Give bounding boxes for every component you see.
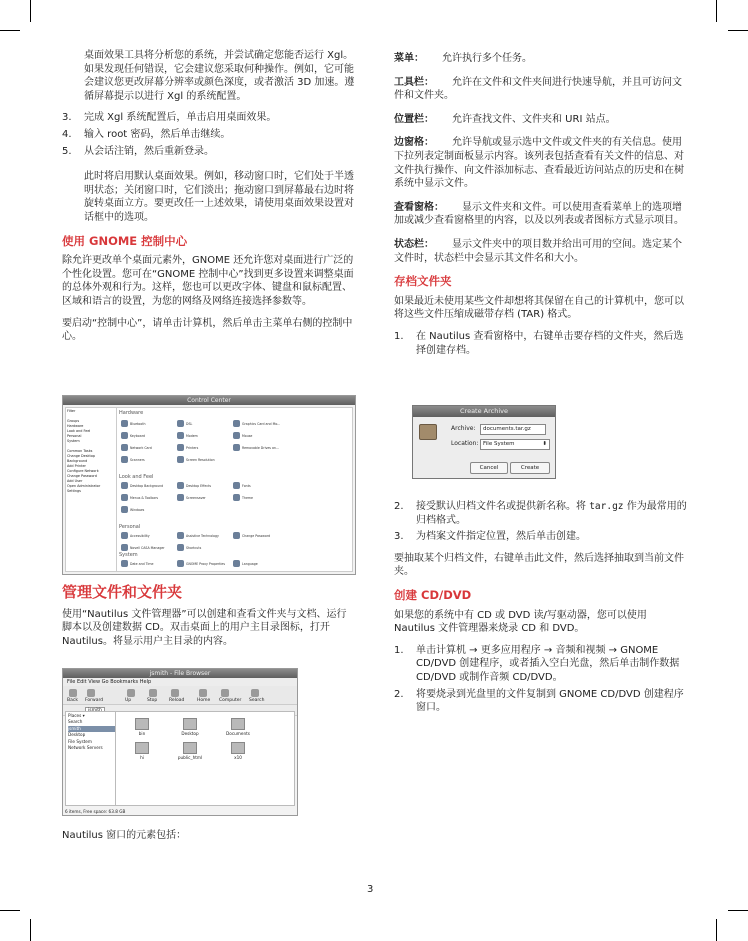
section-heading: 管理文件和文件夹 xyxy=(62,583,183,601)
term-label: 位置栏： xyxy=(394,113,434,125)
section-label: Look and Feel xyxy=(119,474,154,480)
sidebar-item[interactable]: Look and Feel xyxy=(67,429,91,433)
place-item[interactable]: jsmith xyxy=(68,726,116,732)
list-item: 5. 从会话注销，然后重新登录。 xyxy=(62,145,214,157)
applet-icon xyxy=(177,494,184,501)
crop-mark xyxy=(716,919,717,941)
section-label: System xyxy=(119,552,138,558)
control-center-item[interactable]: DSL xyxy=(177,420,227,427)
control-center-item[interactable]: Scanners xyxy=(121,456,171,463)
sidebar-item[interactable]: Filter xyxy=(67,409,76,413)
control-center-item[interactable]: Screen Resolution xyxy=(177,456,227,463)
toolbar-button[interactable]: Forward xyxy=(85,698,104,703)
applet-icon xyxy=(121,494,128,501)
chevron-down-icon: ⬍ xyxy=(542,441,547,447)
toolbar-icon xyxy=(171,689,179,697)
sidebar-item[interactable]: Open Administrator Settings xyxy=(67,484,101,493)
window-title: Control Center xyxy=(63,396,355,405)
archive-name-input[interactable]: documents.tar.gz xyxy=(480,424,546,435)
definition-item xyxy=(394,113,688,127)
applet-icon xyxy=(121,560,128,567)
applet-icon xyxy=(177,420,184,427)
paragraph: 此时将启用默认桌面效果。例如，移动窗口时，它们处于半透明状态；关闭窗口时，它们淡出；拖动窗口到屏幕最右边时将旋转桌面立方。要更改任一上述效果，请使用桌面效果设置对话框中的选项。 xyxy=(84,171,354,223)
control-center-item[interactable]: Accessibility xyxy=(121,532,171,539)
toolbar-button[interactable]: Stop xyxy=(147,698,158,703)
applet-icon xyxy=(233,560,240,567)
definition-item xyxy=(394,76,688,103)
sidebar-item[interactable]: Configure Network xyxy=(67,469,99,473)
applet-icon xyxy=(233,532,240,539)
term-label: 边窗格： xyxy=(394,137,434,149)
definition-item xyxy=(394,136,688,190)
toolbar-icon xyxy=(87,689,95,697)
control-center-sidebar xyxy=(65,407,117,572)
term-label: 查看窗格： xyxy=(394,201,444,213)
section-heading: 创建 CD/DVD xyxy=(394,587,472,602)
paragraph: 要抽取某个归档文件，右键单击此文件，然后选择抽取到当前文件夹。 xyxy=(394,552,684,578)
paragraph: 要启动“控制中心”，请单击计算机，然后单击主菜单右侧的控制中心。 xyxy=(62,317,353,343)
control-center-item[interactable]: Shortcuts xyxy=(177,544,227,551)
places-dropdown[interactable]: Places ▾ xyxy=(68,713,85,718)
crop-mark xyxy=(30,919,31,941)
applet-icon xyxy=(121,506,128,513)
applet-icon xyxy=(233,444,240,451)
term-label: 状态栏： xyxy=(394,238,434,250)
applet-icon xyxy=(177,444,184,451)
term-description: 允许导航或显示选中文件或文件夹的有关信息。使用下拉列表定制面板显示内容。该列表包括查看有关文件的信息、对文件执行操作、向文件添加标志、查看最近访问站点的历史和在树系统中显示文件。 xyxy=(394,137,684,190)
toolbar-button[interactable]: Reload xyxy=(169,698,185,703)
sidebar-item[interactable]: Add User xyxy=(67,479,83,483)
term-description: 允许查找文件、文件夹和 URI 站点。 xyxy=(452,113,616,125)
steps-list xyxy=(394,644,688,715)
file-item[interactable]: bin xyxy=(124,718,160,736)
control-center-item[interactable]: Desktop Background xyxy=(121,482,171,489)
archive-label: Archive: xyxy=(451,425,476,432)
places-sidebar xyxy=(65,711,119,806)
toolbar-button[interactable]: Back xyxy=(67,698,78,703)
toolbar-button[interactable]: Computer xyxy=(219,698,242,703)
applet-icon xyxy=(121,544,128,551)
control-center-item[interactable]: Change Password xyxy=(233,532,283,539)
place-item[interactable]: File System xyxy=(68,738,92,744)
list-item: 3. 为档案文件指定位置，然后单击创建。 xyxy=(394,531,586,543)
archive-icon xyxy=(419,424,437,440)
list-item: 2. 将要烧录到光盘里的文件复制到 GNOME CD/DVD 创建程序窗口。 xyxy=(394,688,684,714)
control-center-item[interactable]: Menus & Toolbars xyxy=(121,494,171,501)
folder-icon xyxy=(135,742,149,754)
applet-icon xyxy=(233,482,240,489)
view-pane xyxy=(115,711,295,806)
control-center-item[interactable]: Fonts xyxy=(233,482,283,489)
applet-icon xyxy=(233,420,240,427)
folder-icon xyxy=(183,742,197,754)
control-center-item[interactable]: Printers xyxy=(177,444,227,451)
list-item: 1. 在 Nautilus 查看窗格中，右键单击要存档的文件夹，然后选择创建存档。 xyxy=(394,330,684,356)
create-archive-dialog xyxy=(412,405,556,479)
term-description: 允许在文件和文件夹间进行快速导航，并且可访问文件和文件夹。 xyxy=(394,76,682,102)
applet-icon xyxy=(121,444,128,451)
control-center-item[interactable]: Windows xyxy=(121,506,171,513)
window-title: jsmith - File Browser xyxy=(63,669,297,678)
applet-icon xyxy=(177,432,184,439)
control-center-item[interactable]: Bluetooth xyxy=(121,420,171,427)
steps-list xyxy=(394,330,688,357)
status-bar: 6 items, Free space: 63.8 GB xyxy=(65,809,126,814)
toolbar-icon xyxy=(127,689,135,697)
control-center-main xyxy=(116,407,353,572)
crop-mark xyxy=(30,0,31,22)
paragraph: Nautilus 窗口的元素包括： xyxy=(62,830,187,841)
paragraph: 桌面效果工具将分析您的系统，并尝试确定您能否运行 Xgl。如果发现任何错误，它会建议您采取何种操作。例如，它可能会建议您更改屏幕分辨率或颜色深度，或者激活 3D 加速。遵循屏幕提示以进行 Xgl 的系统配置。 xyxy=(84,50,355,102)
code-text: tar.gz xyxy=(589,501,624,512)
list-item: 3. 完成 Xgl 系统配置后，单击启用桌面效果。 xyxy=(62,112,277,124)
list-item: 1. 单击计算机 → 更多应用程序 → 音频和视频 → GNOME CD/DVD 创建程序，或者插入空白光盘，然后单击制作数据 CD/DVD 或制作音频 CD/DVD。 xyxy=(394,644,680,683)
sidebar-item[interactable]: Add Printer xyxy=(67,464,86,468)
applet-icon xyxy=(233,432,240,439)
dialog-title: Create Archive xyxy=(413,406,555,417)
steps-list xyxy=(62,111,356,158)
applet-icon xyxy=(121,482,128,489)
nautilus-screenshot xyxy=(62,668,298,816)
sidebar-item[interactable]: Change Desktop Background xyxy=(67,454,96,463)
toolbar-button[interactable]: Search xyxy=(249,698,265,703)
control-center-item[interactable]: Assistive Technology xyxy=(177,532,227,539)
term-description: 显示文件夹和文件。可以使用查看菜单上的选项增加或减少查看窗格里的内容，以及以列表或者图标方式显示项目。 xyxy=(394,201,684,227)
section-label: Personal xyxy=(119,524,141,530)
control-center-item[interactable]: Graphics Card and Mo... xyxy=(233,420,283,427)
file-item[interactable]: hi xyxy=(124,742,160,760)
control-center-item[interactable]: Keyboard xyxy=(121,432,171,439)
control-center-item[interactable]: Mouse xyxy=(233,432,283,439)
applet-icon xyxy=(121,420,128,427)
place-item[interactable]: Network Servers xyxy=(68,745,103,751)
applet-icon xyxy=(121,432,128,439)
control-center-item[interactable]: Modem xyxy=(177,432,227,439)
control-center-item[interactable]: Date and Time xyxy=(121,560,171,567)
toolbar-button[interactable]: Up xyxy=(125,698,132,703)
folder-icon xyxy=(231,742,245,754)
toolbar-icon xyxy=(251,689,259,697)
applet-icon xyxy=(177,532,184,539)
section-heading: 使用 GNOME 控制中心 xyxy=(62,233,188,248)
applet-icon xyxy=(121,456,128,463)
list-item: 4. 输入 root 密码，然后单击继续。 xyxy=(62,128,231,140)
list-item: 2. 接受默认归档文件名或提供新名称。将 tar.gz 作为最常用的归档格式。 xyxy=(394,501,687,526)
paragraph: 使用“Nautilus 文件管理器”可以创建和查看文件夹与文档、运行脚本以及创建数据 CD。双击桌面上的用户主目录图标，打开 Nautilus。将显示用户主目录的内容。 xyxy=(62,608,347,647)
section-heading: 存档文件夹 xyxy=(394,274,452,289)
crop-mark xyxy=(716,0,717,22)
sidebar-item[interactable]: Hardware xyxy=(67,424,84,428)
crop-mark xyxy=(0,910,20,911)
location-label: Location: xyxy=(451,440,479,447)
paragraph: 除允许更改单个桌面元素外，GNOME 还允许您对桌面进行广泛的个性化设置。您可在“GNOME 控制中心”找到更多设置来调整桌面的总体外观和行为。这样，您也可以更改字体、键盘和鼠标配置、区域和语言的设置，为您的网络及网络连接选择参数等。 xyxy=(62,255,354,307)
toolbar-icon xyxy=(221,689,229,697)
section-label: Hardware xyxy=(119,410,144,416)
term-description: 允许执行多个任务。 xyxy=(442,53,532,64)
file-item[interactable]: public_html xyxy=(172,742,208,760)
right-column-lower xyxy=(394,500,688,723)
control-center-item[interactable]: Network Card xyxy=(121,444,171,451)
applet-icon xyxy=(177,456,184,463)
menu-bar[interactable]: File Edit View Go Bookmarks Help xyxy=(63,678,297,686)
applet-icon xyxy=(121,532,128,539)
right-column xyxy=(394,52,688,365)
control-center-item[interactable]: Desktop Effects xyxy=(177,482,227,489)
crop-mark xyxy=(728,910,748,911)
folder-icon xyxy=(231,718,245,730)
left-column xyxy=(62,49,356,352)
place-item[interactable]: Desktop xyxy=(68,732,86,738)
sidebar-item[interactable]: Personal xyxy=(67,434,82,438)
applet-icon xyxy=(177,544,184,551)
control-center-item[interactable]: Theme xyxy=(233,494,283,501)
term-label: 工具栏： xyxy=(394,76,434,88)
control-center-item[interactable]: GNOME Proxy Properties xyxy=(177,560,227,567)
control-center-screenshot xyxy=(62,395,356,575)
applet-icon xyxy=(233,494,240,501)
toolbar-icon xyxy=(69,689,77,697)
sidebar-item[interactable]: Groups xyxy=(67,419,80,423)
left-column-lower xyxy=(62,583,356,656)
sidebar-item[interactable]: Common Tasks xyxy=(67,449,93,453)
control-center-item[interactable]: Novell CASA Manager xyxy=(121,544,171,551)
definition-item xyxy=(394,238,688,265)
steps-list xyxy=(394,500,688,544)
location-select[interactable]: File System ⬍ xyxy=(480,439,550,450)
sidebar-item[interactable]: System xyxy=(67,439,80,443)
file-item[interactable]: Desktop xyxy=(172,718,208,736)
control-center-item[interactable]: Screensaver xyxy=(177,494,227,501)
term-description: 显示文件夹中的项目数并给出可用的空间。选定某个文件时，状态栏中会显示其文件名和大小。 xyxy=(394,238,682,264)
paragraph: 如果您的系统中有 CD 或 DVD 读/写驱动器，您可以使用 Nautilus 文件管理器来烧录 CD 和 DVD。 xyxy=(394,609,647,635)
applet-icon xyxy=(177,482,184,489)
sidebar-item[interactable]: Change Password xyxy=(67,474,97,478)
crop-mark xyxy=(0,30,20,31)
folder-icon xyxy=(135,718,149,730)
page-number: 3 xyxy=(367,884,374,895)
file-item[interactable]: Documents xyxy=(220,718,256,736)
applet-icon xyxy=(177,560,184,567)
toolbar-icon xyxy=(149,689,157,697)
paragraph: 如果最近未使用某些文件却想将其保留在自己的计算机中，您可以将这些文件压缩成磁带存档 (TAR) 格式。 xyxy=(394,295,684,321)
place-item[interactable]: Search xyxy=(68,719,83,725)
control-center-item[interactable]: Removable Drives an... xyxy=(233,444,283,451)
caption xyxy=(62,829,356,851)
cancel-button[interactable]: Cancel xyxy=(470,462,508,474)
definition-item xyxy=(394,52,688,66)
file-item[interactable]: x10 xyxy=(220,742,256,760)
control-center-item[interactable]: Language xyxy=(233,560,283,567)
term-label: 菜单： xyxy=(394,53,424,64)
toolbar-button[interactable]: Home xyxy=(197,698,211,703)
definition-item xyxy=(394,201,688,228)
toolbar-icon xyxy=(199,689,207,697)
create-button[interactable]: Create xyxy=(510,462,550,474)
toolbar xyxy=(63,686,297,705)
folder-icon xyxy=(183,718,197,730)
crop-mark xyxy=(728,30,748,31)
